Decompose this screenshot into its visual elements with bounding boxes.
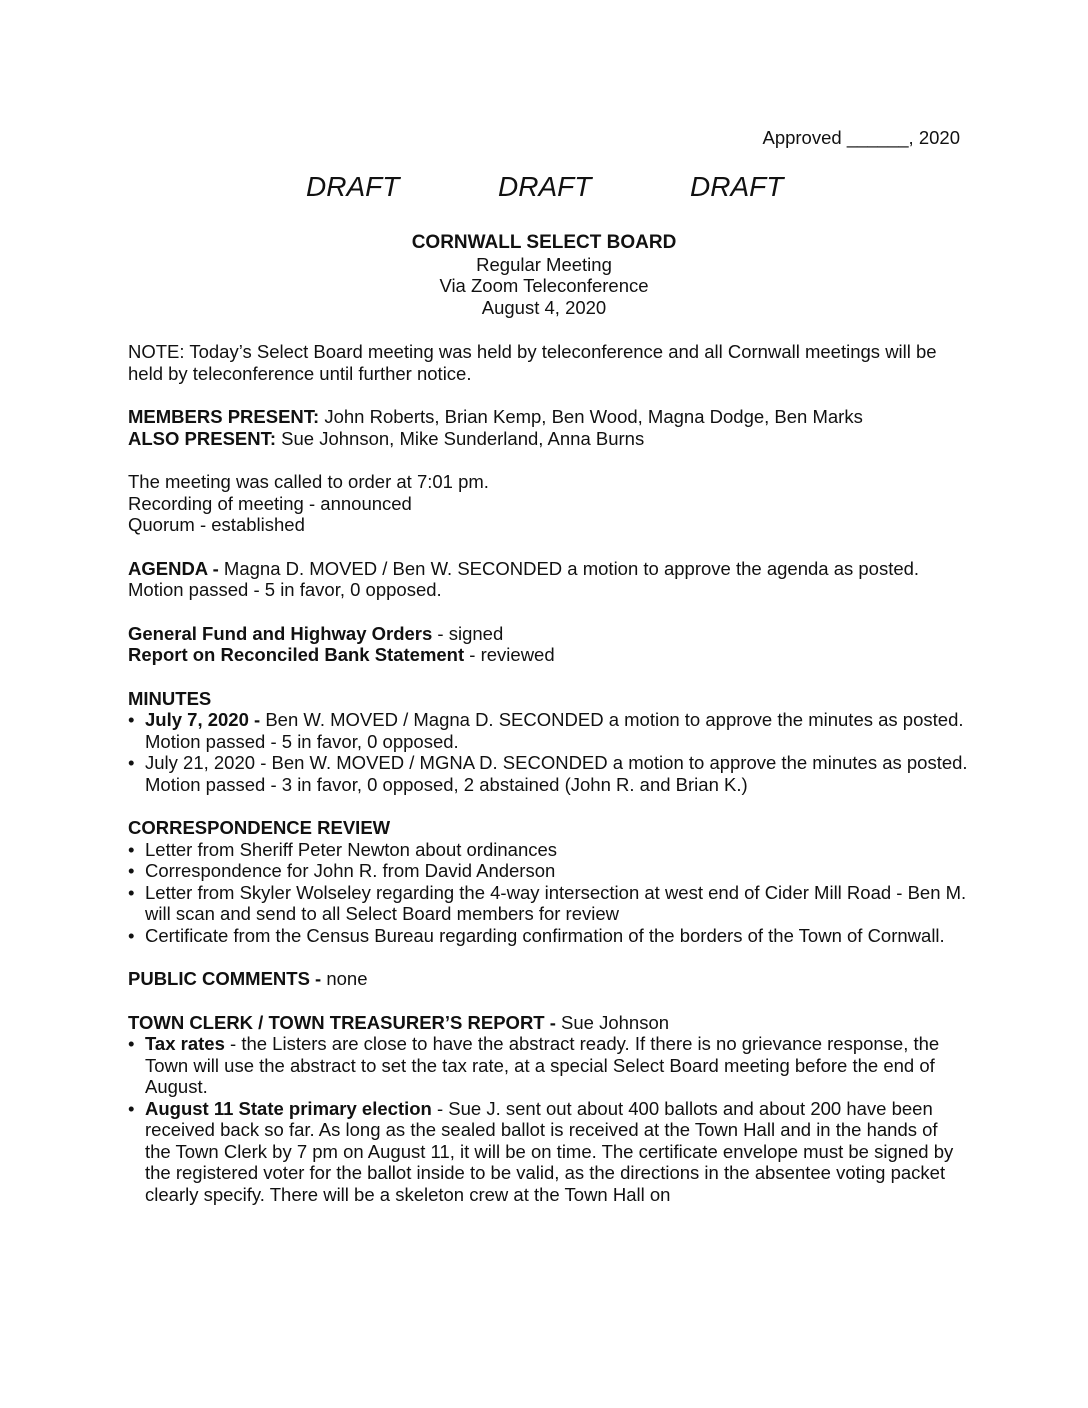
draft-mark: DRAFT bbox=[690, 171, 784, 202]
bank-statement-label: Report on Reconciled Bank Statement bbox=[128, 644, 465, 665]
bullet-icon: • bbox=[128, 881, 135, 903]
list-item-label: Tax rates bbox=[145, 1033, 225, 1054]
list-item bbox=[128, 1098, 968, 1206]
bullet-icon: • bbox=[128, 709, 135, 730]
minutes-body bbox=[128, 341, 968, 1205]
quorum-status: Quorum - established bbox=[128, 514, 305, 535]
list-item bbox=[128, 709, 968, 752]
agenda-label: AGENDA - bbox=[128, 557, 219, 579]
bank-statement-status: - reviewed bbox=[464, 644, 555, 665]
list-item-label: August 11 State primary election bbox=[145, 1097, 432, 1119]
list-item bbox=[128, 860, 968, 882]
meeting-date: August 4, 2020 bbox=[481, 296, 607, 318]
public-comments-label: PUBLIC COMMENTS - bbox=[128, 968, 322, 989]
orders-line bbox=[128, 623, 968, 645]
bullet-icon: • bbox=[128, 924, 135, 946]
agenda-text: Magna D. MOVED / Ben W. SECONDED a motion to approve the agenda as posted. Motion passed - 5 in favor, 0 opposed. bbox=[128, 557, 920, 600]
clerk-report-list bbox=[128, 1033, 968, 1205]
meeting-venue: Via Zoom Teleconference bbox=[439, 275, 649, 296]
members-present-label: MEMBERS PRESENT: bbox=[128, 406, 320, 427]
list-item-text: - Sue J. sent out about 400 ballots and about 200 have been received back so far. As long as the sealed ballot is received at the Town Hall and in the hands of the Town Clerk by 7 pm on August 11, it will be on time. The certificate envelope must be signed by the registered voter for the ballot inside to be valid, as the directions in the absentee voting packet clearly specify. There will be a skeleton crew at the Town Hall on bbox=[145, 1097, 954, 1205]
members-present-line bbox=[128, 406, 968, 428]
list-item-text: July 21, 2020 - Ben W. MOVED / MGNA D. SECONDED a motion to approve the minutes as posted. Motion passed - 3 in favor, 0 opposed, 2 abstained (John R. and Brian K.) bbox=[145, 752, 968, 795]
list-item bbox=[128, 925, 968, 947]
list-item bbox=[128, 752, 968, 795]
correspondence-list bbox=[128, 839, 968, 947]
approved-date-line: Approved ______, 2020 bbox=[762, 127, 960, 148]
bullet-icon: • bbox=[128, 860, 135, 881]
also-present-line bbox=[128, 428, 968, 450]
minutes-list bbox=[128, 709, 968, 795]
draft-watermark-row bbox=[0, 170, 1088, 206]
list-item-text: - the Listers are close to have the abstract ready. If there is no grievance response, the Town will use the abstract to set the tax rate, at a special Select Board meeting before the end of August. bbox=[145, 1033, 940, 1097]
list-item bbox=[128, 839, 968, 861]
board-title: CORNWALL SELECT BOARD bbox=[411, 232, 677, 253]
meeting-type: Regular Meeting bbox=[476, 253, 612, 275]
list-item bbox=[128, 882, 968, 925]
public-comments-line bbox=[128, 968, 968, 990]
clerk-report-presenter: Sue Johnson bbox=[555, 1011, 670, 1033]
bank-statement-line bbox=[128, 644, 968, 666]
orders-status: - signed bbox=[432, 622, 504, 644]
also-present-label: ALSO PRESENT: bbox=[128, 427, 277, 449]
list-item-text: Letter from Skyler Wolseley regarding the 4-way intersection at west end of Cider Mill Road - Ben M. will scan and send to all Select Board members for review bbox=[145, 881, 967, 924]
list-item-text: Certificate from the Census Bureau regarding confirmation of the borders of the Town of Cornwall. bbox=[145, 924, 945, 946]
draft-mark: DRAFT bbox=[306, 171, 400, 202]
call-to-order: The meeting was called to order at 7:01 pm. bbox=[128, 471, 489, 492]
bullet-icon: • bbox=[128, 1033, 135, 1054]
recording-announcement: Recording of meeting - announced bbox=[128, 492, 412, 514]
draft-mark: DRAFT bbox=[498, 171, 592, 202]
document-header bbox=[0, 232, 1088, 318]
bullet-icon: • bbox=[128, 752, 135, 773]
also-present-names: Sue Johnson, Mike Sunderland, Anna Burns bbox=[276, 427, 645, 449]
minutes-heading: MINUTES bbox=[128, 687, 212, 709]
list-item-text: Correspondence for John R. from David Anderson bbox=[145, 860, 556, 881]
members-present-names: John Roberts, Brian Kemp, Ben Wood, Magna Dodge, Ben Marks bbox=[319, 406, 863, 427]
correspondence-heading: CORRESPONDENCE REVIEW bbox=[128, 817, 391, 838]
public-comments-text: none bbox=[321, 968, 368, 989]
list-item-text: Letter from Sheriff Peter Newton about ordinances bbox=[145, 838, 558, 860]
teleconference-note: NOTE: Today’s Select Board meeting was held by teleconference and all Cornwall meetings will be held by teleconference until further notice. bbox=[128, 341, 937, 384]
agenda-section bbox=[128, 558, 968, 601]
clerk-report-heading-line bbox=[128, 1012, 968, 1034]
orders-label: General Fund and Highway Orders bbox=[128, 622, 433, 644]
list-item-label: July 7, 2020 - bbox=[145, 709, 261, 730]
list-item-text: Ben W. MOVED / Magna D. SECONDED a motion to approve the minutes as posted. Motion passed - 5 in favor, 0 opposed. bbox=[145, 709, 964, 752]
bullet-icon: • bbox=[128, 838, 135, 860]
clerk-report-heading: TOWN CLERK / TOWN TREASURER’S REPORT - bbox=[128, 1011, 556, 1033]
bullet-icon: • bbox=[128, 1097, 135, 1119]
list-item bbox=[128, 1033, 968, 1098]
